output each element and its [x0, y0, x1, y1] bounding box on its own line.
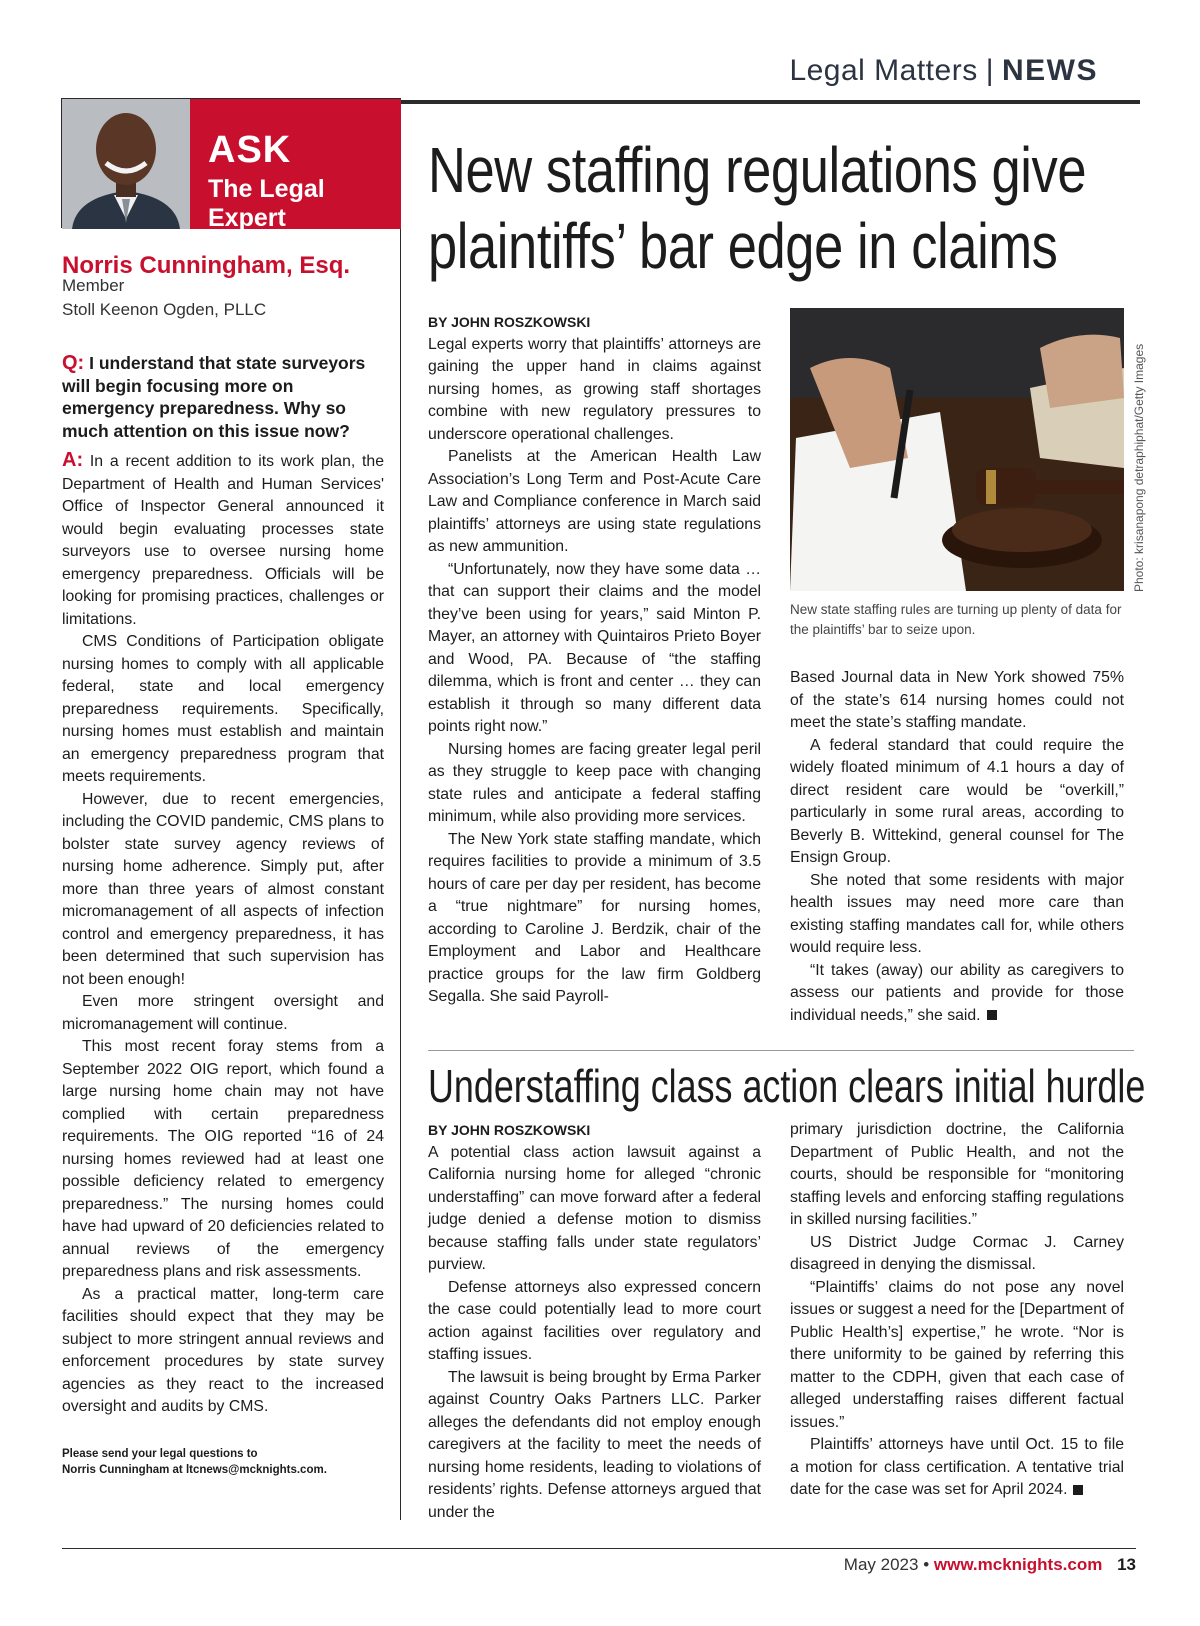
gavel-photo — [790, 308, 1124, 591]
ask-legal-expert-banner — [190, 99, 401, 232]
article2-paragraph: primary jurisdiction doctrine, the California Department of Public Health, and not the courts, should be responsible for “monitoring staffing levels and enforcing staffing regulations in skilled nursing facilities.” — [790, 1121, 1124, 1228]
article1-paragraph: A federal standard that could require the widely floated minimum of 4.1 hours a day of direct resident care would be “overkill,” particularly in some rural areas, according to Beverly B. Wittekind, general counsel for The Ensign Group. — [790, 736, 1124, 866]
article-divider — [428, 1050, 1134, 1051]
author-portrait — [62, 99, 190, 229]
article2-paragraph: “Plaintiffs’ claims do not pose any novel issues or suggest a need for the [Department of Public Health’s] expertise,” he wrote. “Nor is there uniformity to be gained by referring this matter to the CDPH, given that each case of alleged understaffing raises different factual issues.” — [790, 1278, 1124, 1431]
top-rule — [400, 100, 1140, 104]
question-text: I understand that state surveyors will begin focusing more on emergency preparedness. Why so much attention on this issue now? — [62, 353, 366, 441]
article1-paragraph: Legal experts worry that plaintiffs’ attorneys are gaining the upper hand in claims against nursing homes, as growing staff shortages combine with new regulatory pressures to underscore operational challenges. — [428, 335, 761, 443]
author-title: Member — [62, 276, 125, 295]
photo-credit: Photo: krisanapong detraphiphat/Getty Images — [1132, 343, 1146, 592]
section-category: NEWS — [1002, 54, 1098, 87]
answer-paragraph: CMS Conditions of Participation obligate nursing homes to comply with all applicable federal, state and local emergency preparedness requirements. Specifically, nursing homes must establish and maintain an emergency preparedness program that meets requirements. — [62, 633, 384, 785]
article1-paragraph: Panelists at the American Health Law Association’s Long Term and Post-Acute Care Law and Compliance conference in March said plaintiffs’ attorneys are using state regulations as new ammunition. — [428, 448, 761, 555]
article2-column2 — [790, 1119, 1124, 1502]
article1-headline: New staffing regulations give plaintiffs’ bar edge in claims — [428, 134, 1087, 282]
article1-paragraph: Based Journal data in New York showed 75% of the state’s 614 nursing homes could not meet the state’s staffing mandate. — [790, 669, 1124, 731]
article2-paragraph: Defense attorneys also expressed concern the case could potentially lead to more court action against facilities over regulatory and staffing issues. — [428, 1278, 761, 1363]
answer-paragraph: This most recent foray stems from a September 2022 OIG report, which found a large nursing home chain may not have complied with certain preparedness requirements. The OIG reported “16 of 24 nursing homes reviewed had at least one possible deficiency related to emergency preparedness.” The nursing homes could have had upward of 20 deficiencies related to annual reviews of the emergency preparedness plans and risk assessments. — [62, 1038, 384, 1280]
answer-paragraph: A: In a recent addition to its work plan, the Department of Health and Human Services' Office of Inspector General announced it would begin evaluating processes state surveyors use to oversee nursing home emergency preparedness. Officials will be looking for promising practices, challenges or limitations. — [62, 449, 384, 628]
question — [62, 352, 382, 442]
footer-dot: • — [923, 1555, 930, 1574]
answer-mark: A: — [62, 449, 84, 471]
article2-column1 — [428, 1119, 761, 1524]
article1-byline: BY JOHN ROSZKOWSKI — [428, 314, 591, 330]
article1-paragraph: Nursing homes are facing greater legal peril as they struggle to keep pace with changing state rules and anticipate a federal staffing minimum, while also providing more services. — [428, 740, 761, 825]
answer-paragraph: Even more stringent oversight and micromanagement will continue. — [62, 993, 384, 1033]
answer-paragraph: However, due to recent emergencies, including the COVID pandemic, CMS plans to bolster state survey agency reviews of nursing home adherence. Simply put, after more than three years of almost constant micromanagement of all aspects of infection control and emergency preparedness, it has been determined that such supervision has not been enough! — [62, 790, 384, 988]
article1-column1 — [428, 311, 761, 1009]
section-name: Legal Matters — [789, 54, 978, 87]
answer-paragraph: As a practical matter, long-term care facilities should expect that they may be subject to more stringent annual reviews and enforcement procedures by state survey agencies as they react to the increased oversight and audits by CMS. — [62, 1285, 384, 1415]
ask-label: ASK — [208, 129, 292, 171]
author-firm: Stoll Keenon Ogden, PLLC — [62, 300, 267, 319]
article2-byline: BY JOHN ROSZKOWSKI — [428, 1122, 591, 1138]
author-name: Norris Cunningham, Esq. — [62, 252, 351, 279]
site-link[interactable]: www.mcknights.com — [933, 1555, 1103, 1574]
article2-paragraph: US District Judge Cormac J. Carney disagreed in denying the dismissal. — [790, 1233, 1124, 1273]
article2-paragraph: The lawsuit is being brought by Erma Parker against Country Oaks Partners LLC. Parker alleges the defendants did not employ enough caregivers at the facility to meet the needs of nursing home residents, leading to violations of residents’ rights. Defense attorneys argued that under the — [428, 1368, 761, 1521]
article2-paragraph: A potential class action lawsuit against a California nursing home for alleged “chronic understaffing” can move forward after a federal judge denied a defense motion to dismiss because staffing falls under state regulators’ purview. — [428, 1143, 761, 1273]
article1-paragraph: The New York state staffing mandate, which requires facilities to provide a minimum of 3.5 hours of care per day per resident, has become a “true nightmare” for nursing homes, according to Caroline J. Berdzik, chair of the Employment and Labor and Healthcare practice groups for the law firm Goldberg Segalla. She said Payroll- — [428, 830, 761, 1005]
column-divider — [400, 100, 401, 1520]
section-header — [789, 54, 1098, 88]
article2-headline: Understaffing class action clears initial hurdle — [428, 1060, 1146, 1112]
legal-expert-label: The Legal Expert — [208, 175, 325, 232]
article1-paragraph: “It takes (away) our ability as caregivers to assess our patients and provide for those individual needs,” she said. — [790, 961, 1124, 1024]
footer-rule — [62, 1548, 1136, 1549]
submission-note: Please send your legal questions to Norris Cunningham at ltcnews@mcknights.com. — [62, 1448, 327, 1476]
article1-column2 — [790, 667, 1124, 1027]
photo-caption: New state staffing rules are turning up plenty of data for the plaintiffs’ bar to seize upon. — [790, 602, 1122, 637]
issue-date: May 2023 — [843, 1555, 919, 1574]
page-number: 13 — [1117, 1555, 1136, 1574]
section-separator: | — [985, 54, 994, 87]
article1-paragraph: “Unfortunately, now they have some data … that can support their claims and the model they’ve been using for years,” said Minton P. Mayer, an attorney with Quintairos Prieto Boyer and Wood, PA. Because of “the staffing dilemma, which is front and center … they can establish it through so many different data points right now.” — [428, 560, 761, 735]
answer-body — [62, 449, 384, 1419]
page-footer — [844, 1555, 1136, 1575]
end-square-icon — [987, 1010, 997, 1020]
end-square-icon — [1073, 1485, 1083, 1495]
article1-paragraph: She noted that some residents with major health issues may need more care than existing staffing mandates call for, while others would require less. — [790, 871, 1124, 956]
question-mark: Q: — [62, 352, 85, 374]
article2-paragraph: Plaintiffs’ attorneys have until Oct. 15 to file a motion for class certification. A tentative trial date for the case was set for April 2024. — [790, 1436, 1124, 1498]
